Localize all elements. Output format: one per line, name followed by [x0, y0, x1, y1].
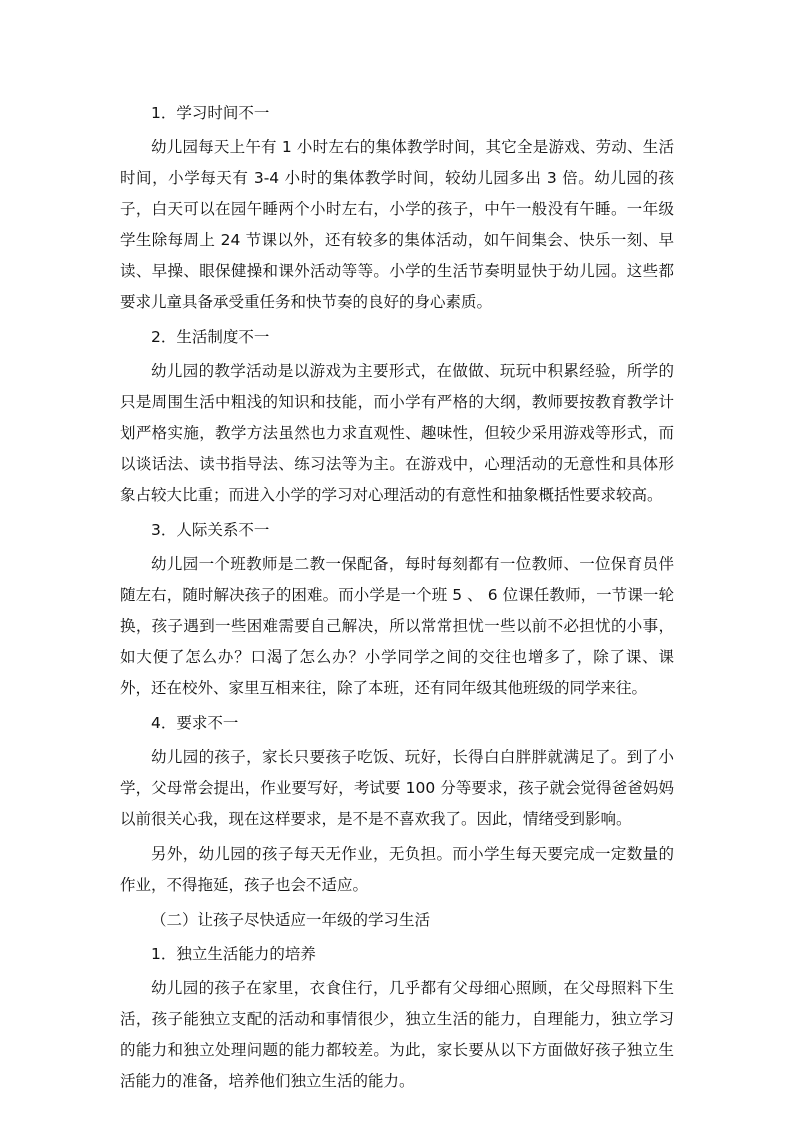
heading-requirements: 4．要求不一	[151, 714, 239, 732]
heading-relationships: 3．人际关系不一	[151, 521, 270, 539]
heading-learning-time: 1．学习时间不一	[151, 104, 270, 122]
paragraph-relationships: 幼儿园一个班教师是二教一保配备，每时每刻都有一位教师、一位保育员伴随左右，随时解决孩子的困难。而小学是一个班 5 、 6 位课任教师，一节课一轮换，孩子遇到一些困难需要自己解决，所以常常担忧一些以前不必担忧的小事，如大便了怎么办？口渴了怎么办？小学同学之间的交往也增多了，除了课、课外，还在校外、家里互相来往，除了本班，还有同年级其他班级的同学来往。	[120, 555, 674, 697]
heading-independent-living: 1．独立生活能力的培养	[151, 945, 316, 963]
heading-adapt-first-grade: （二）让孩子尽快适应一年级的学习生活	[151, 911, 431, 929]
heading-life-system: 2．生活制度不一	[151, 328, 270, 346]
paragraph-learning-time: 幼儿园每天上午有 1 小时左右的集体教学时间，其它全是游戏、劳动、生活时间，小学每天有 3-4 小时的集体教学时间，较幼儿园多出 3 倍。幼儿园的孩子，白天可以在园午睡两个小时左右，小学的孩子，中午一般没有午睡。一年级学生除每周上 24 节课以外，还有较多的集体活动，如午间集会、快乐一刻、早读、早操、眼保健操和课外活动等等。小学的生活节奏明显快于幼儿园。这些都要求儿童具备承受重任务和快节奏的良好的身心素质。	[120, 138, 674, 311]
paragraph-independent-living: 幼儿园的孩子在家里，衣食住行，几乎都有父母细心照顾，在父母照料下生活，孩子能独立支配的活动和事情很少，独立生活的能力，自理能力，独立学习的能力和独立处理问题的能力都较差。为此，家长要从以下方面做好孩子独立生活能力的准备，培养他们独立生活的能力。	[120, 979, 674, 1090]
paragraph-homework: 另外，幼儿园的孩子每天无作业，无负担。而小学生每天要完成一定数量的作业，不得拖延，孩子也会不适应。	[120, 845, 674, 894]
paragraph-requirements: 幼儿园的孩子，家长只要孩子吃饭、玩好，长得白白胖胖就满足了。到了小学，父母常会提出，作业要写好，考试要 100 分等要求，孩子就会觉得爸爸妈妈以前很关心我，现在这样要求，是不是不喜欢我了。因此，情绪受到影响。	[120, 748, 674, 828]
paragraph-life-system: 幼儿园的教学活动是以游戏为主要形式，在做做、玩玩中积累经验，所学的只是周围生活中粗浅的知识和技能，而小学有严格的大纲，教师要按教育教学计划严格实施，教学方法虽然也力求直观性、趣味性，但较少采用游戏等形式，而以谈话法、读书指导法、练习法等为主。在游戏中，心理活动的无意性和具体形象占较大比重；而进入小学的学习对心理活动的有意性和抽象概括性要求较高。	[120, 362, 674, 504]
